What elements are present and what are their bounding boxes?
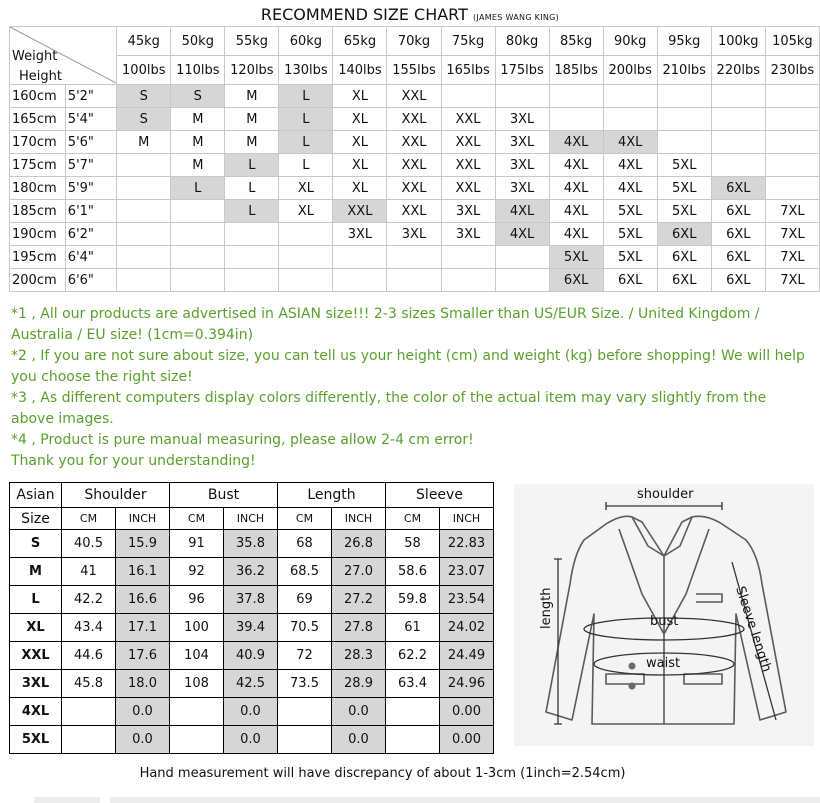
weight-lbs-header: 130lbs [279, 56, 333, 85]
size-cell: 4XL [549, 131, 603, 154]
weight-lbs-header: 165lbs [441, 56, 495, 85]
height-ft: 5'6" [65, 131, 116, 154]
size-cell: XL [279, 177, 333, 200]
size-cell: 5XL [549, 246, 603, 269]
weight-kg-header: 55kg [225, 27, 279, 56]
cm-value [62, 726, 116, 754]
cm-value: 42.2 [62, 586, 116, 614]
size-cell [387, 246, 441, 269]
size-cell: 6XL [657, 223, 711, 246]
cm-value: 63.4 [386, 670, 440, 698]
measurement-row [10, 586, 494, 614]
bottom-divider [34, 797, 100, 803]
size-cell [117, 200, 171, 223]
title-brand: (JAMES WANG KING) [473, 13, 560, 22]
size-cell [765, 131, 819, 154]
weight-lbs-header: 100lbs [117, 56, 171, 85]
size-cell [765, 154, 819, 177]
cm-value: 41 [62, 558, 116, 586]
cm-value: 58.6 [386, 558, 440, 586]
measurement-row [10, 698, 494, 726]
size-cell: 5XL [657, 154, 711, 177]
measurement-table [9, 482, 494, 754]
size-cell [711, 85, 765, 108]
size-cell [549, 85, 603, 108]
unit-cm-header: CM [170, 508, 224, 530]
weight-kg-header: 105kg [765, 27, 819, 56]
size-cell [333, 246, 387, 269]
size-cell: M [171, 108, 225, 131]
size-cell: 3XL [495, 131, 549, 154]
corner-height-label: Height [19, 69, 62, 84]
inch-value: 24.49 [440, 642, 494, 670]
size-cell: 3XL [495, 108, 549, 131]
weight-kg-header: 70kg [387, 27, 441, 56]
measurement-row [10, 530, 494, 558]
title-main: RECOMMEND SIZE CHART [260, 5, 468, 24]
size-cell [495, 269, 549, 292]
size-cell: XXL [441, 108, 495, 131]
size-recommendation-table [9, 26, 820, 292]
inch-value: 0.0 [224, 698, 278, 726]
size-row [10, 246, 820, 269]
size-cell: 6XL [711, 246, 765, 269]
notes-block [11, 304, 811, 472]
cm-value: 45.8 [62, 670, 116, 698]
size-cell: 6XL [603, 269, 657, 292]
weight-kg-header: 100kg [711, 27, 765, 56]
waist-label: waist [646, 656, 681, 671]
measurement-row [10, 726, 494, 754]
size-cell: XL [333, 154, 387, 177]
cm-value [386, 726, 440, 754]
size-row [10, 177, 820, 200]
unit-cm-header: CM [278, 508, 332, 530]
size-cell: 7XL [765, 200, 819, 223]
size-cell: L [279, 154, 333, 177]
inch-value: 23.54 [440, 586, 494, 614]
size-header: Size [10, 508, 62, 530]
size-cell: L [225, 177, 279, 200]
measure-group-header: Shoulder [62, 483, 170, 508]
cm-value [386, 698, 440, 726]
size-cell: XXL [441, 154, 495, 177]
size-cell: XL [333, 85, 387, 108]
inch-value: 17.6 [116, 642, 170, 670]
size-cell: 6XL [549, 269, 603, 292]
size-cell: M [225, 108, 279, 131]
size-cell [225, 246, 279, 269]
height-cm: 175cm [10, 154, 66, 177]
size-cell [225, 269, 279, 292]
cm-value: 96 [170, 586, 224, 614]
inch-value: 0.0 [224, 726, 278, 754]
inch-value: 28.9 [332, 670, 386, 698]
jacket-diagram [514, 484, 814, 746]
size-cell: 5XL [603, 246, 657, 269]
size-cell [225, 223, 279, 246]
height-cm: 200cm [10, 269, 66, 292]
size-cell: S [117, 85, 171, 108]
size-cell [603, 85, 657, 108]
inch-value: 18.0 [116, 670, 170, 698]
measure-group-header: Sleeve [386, 483, 494, 508]
cm-value [278, 726, 332, 754]
unit-inch-header: INCH [332, 508, 386, 530]
size-cell: M [117, 131, 171, 154]
size-cell: S [171, 85, 225, 108]
size-cell: XXL [387, 200, 441, 223]
cm-value: 68 [278, 530, 332, 558]
measurement-row [10, 642, 494, 670]
cm-value: 104 [170, 642, 224, 670]
height-ft: 5'4" [65, 108, 116, 131]
size-cell [711, 131, 765, 154]
measurement-unit-row [10, 508, 494, 530]
cm-value: 91 [170, 530, 224, 558]
size-cell [495, 85, 549, 108]
weight-lbs-header: 230lbs [765, 56, 819, 85]
cm-value: 61 [386, 614, 440, 642]
size-row [10, 131, 820, 154]
size-label: L [10, 586, 62, 614]
size-cell: 4XL [549, 223, 603, 246]
size-cell: S [117, 108, 171, 131]
size-cell: M [171, 131, 225, 154]
weight-lbs-header: 185lbs [549, 56, 603, 85]
size-cell [117, 223, 171, 246]
height-cm: 185cm [10, 200, 66, 223]
size-cell: 3XL [441, 200, 495, 223]
cm-value: 44.6 [62, 642, 116, 670]
cm-value: 43.4 [62, 614, 116, 642]
size-cell: XXL [441, 131, 495, 154]
cm-value: 40.5 [62, 530, 116, 558]
weight-kg-header: 80kg [495, 27, 549, 56]
size-cell: 5XL [657, 177, 711, 200]
cm-value: 73.5 [278, 670, 332, 698]
measurement-row [10, 614, 494, 642]
unit-cm-header: CM [62, 508, 116, 530]
size-cell: 4XL [603, 131, 657, 154]
size-cell [117, 269, 171, 292]
height-ft: 6'2" [65, 223, 116, 246]
size-cell [657, 85, 711, 108]
inch-value: 0.0 [332, 726, 386, 754]
size-cell: 7XL [765, 246, 819, 269]
height-cm: 190cm [10, 223, 66, 246]
inch-value: 16.1 [116, 558, 170, 586]
size-row [10, 85, 820, 108]
size-cell: L [279, 131, 333, 154]
inch-value: 28.3 [332, 642, 386, 670]
inch-value: 27.2 [332, 586, 386, 614]
weight-kg-header: 85kg [549, 27, 603, 56]
size-cell: 7XL [765, 223, 819, 246]
measurement-header-row [10, 483, 494, 508]
weight-kg-header: 90kg [603, 27, 657, 56]
size-cell [171, 223, 225, 246]
size-cell: L [171, 177, 225, 200]
unit-cm-header: CM [386, 508, 440, 530]
size-cell: 4XL [603, 177, 657, 200]
size-cell [603, 108, 657, 131]
size-cell [549, 108, 603, 131]
button-icon [629, 683, 636, 690]
weight-lbs-header: 220lbs [711, 56, 765, 85]
footer-note: Hand measurement will have discrepancy of about 1-3cm (1inch=2.54cm) [139, 766, 626, 781]
corner-weight-label: Weight [12, 49, 58, 64]
size-cell [765, 108, 819, 131]
size-cell [117, 154, 171, 177]
size-row [10, 223, 820, 246]
size-cell: 4XL [495, 200, 549, 223]
size-row [10, 200, 820, 223]
size-cell [117, 177, 171, 200]
inch-value: 27.8 [332, 614, 386, 642]
size-cell [387, 269, 441, 292]
size-cell [711, 108, 765, 131]
size-cell: L [225, 200, 279, 223]
height-ft: 5'7" [65, 154, 116, 177]
button-icon [629, 663, 636, 670]
size-cell: 3XL [333, 223, 387, 246]
cm-value: 100 [170, 614, 224, 642]
cm-value: 108 [170, 670, 224, 698]
inch-value: 35.8 [224, 530, 278, 558]
size-cell: 5XL [603, 200, 657, 223]
size-cell: 6XL [711, 200, 765, 223]
note-line: *2 , If you are not sure about size, you can tell us your height (cm) and weight (kg) before shopping! We will help you choose the right size! [11, 348, 805, 385]
inch-value: 0.00 [440, 698, 494, 726]
cm-value: 68.5 [278, 558, 332, 586]
size-cell: 6XL [711, 223, 765, 246]
size-cell: 3XL [495, 154, 549, 177]
size-cell [279, 223, 333, 246]
size-cell: 4XL [495, 223, 549, 246]
size-cell: 5XL [603, 223, 657, 246]
inch-value: 26.8 [332, 530, 386, 558]
weight-lbs-header: 110lbs [171, 56, 225, 85]
height-ft: 5'2" [65, 85, 116, 108]
note-line: *1 , All our products are advertised in ASIAN size!!! 2-3 sizes Smaller than US/EUR Size. / United Kingdom / Australia / EU size! (1cm=0.394in) [11, 306, 760, 343]
weight-lbs-header: 210lbs [657, 56, 711, 85]
size-cell: 6XL [657, 269, 711, 292]
cm-value: 92 [170, 558, 224, 586]
size-cell [117, 246, 171, 269]
measurement-row [10, 558, 494, 586]
cm-value: 58 [386, 530, 440, 558]
size-cell: M [171, 154, 225, 177]
inch-value: 0.0 [116, 698, 170, 726]
size-cell: M [225, 85, 279, 108]
size-cell: 6XL [711, 177, 765, 200]
size-cell: XXL [387, 154, 441, 177]
size-label: XXL [10, 642, 62, 670]
size-cell: 7XL [765, 269, 819, 292]
inch-value: 39.4 [224, 614, 278, 642]
cm-value [62, 698, 116, 726]
weight-kg-header: 75kg [441, 27, 495, 56]
inch-value: 36.2 [224, 558, 278, 586]
size-label: 5XL [10, 726, 62, 754]
size-cell [495, 246, 549, 269]
unit-inch-header: INCH [116, 508, 170, 530]
sleeve-length-label: Sleeve length [732, 584, 775, 674]
size-cell: XXL [333, 200, 387, 223]
size-cell [171, 200, 225, 223]
weight-lbs-header: 200lbs [603, 56, 657, 85]
cm-value [278, 698, 332, 726]
size-cell: 6XL [711, 269, 765, 292]
size-cell: L [279, 85, 333, 108]
note-line: Thank you for your understanding! [11, 453, 256, 469]
inch-value: 16.6 [116, 586, 170, 614]
size-cell [657, 108, 711, 131]
size-cell [279, 269, 333, 292]
weight-lbs-header: 175lbs [495, 56, 549, 85]
size-cell: XL [333, 177, 387, 200]
weight-lbs-header: 155lbs [387, 56, 441, 85]
inch-value: 22.83 [440, 530, 494, 558]
size-label: XL [10, 614, 62, 642]
measure-group-header: Length [278, 483, 386, 508]
note-line: *3 , As different computers display colors differently, the color of the actual item may vary slightly from the above images. [11, 390, 767, 427]
length-label: length [539, 587, 554, 629]
size-cell [333, 269, 387, 292]
size-cell: 3XL [387, 223, 441, 246]
size-cell: 4XL [549, 200, 603, 223]
height-ft: 6'1" [65, 200, 116, 223]
weight-kg-header: 60kg [279, 27, 333, 56]
inch-value: 42.5 [224, 670, 278, 698]
size-cell: XL [333, 131, 387, 154]
measure-group-header: Bust [170, 483, 278, 508]
size-label: 3XL [10, 670, 62, 698]
height-cm: 160cm [10, 85, 66, 108]
cm-value [170, 726, 224, 754]
size-cell: XXL [387, 85, 441, 108]
cm-value: 70.5 [278, 614, 332, 642]
size-cell [765, 85, 819, 108]
inch-value: 0.00 [440, 726, 494, 754]
height-ft: 6'4" [65, 246, 116, 269]
size-row [10, 108, 820, 131]
bust-label: bust [650, 614, 679, 629]
height-cm: 165cm [10, 108, 66, 131]
size-cell: 4XL [549, 154, 603, 177]
height-cm: 195cm [10, 246, 66, 269]
size-cell: XXL [387, 177, 441, 200]
inch-value: 0.0 [332, 698, 386, 726]
size-cell [171, 246, 225, 269]
size-cell: XXL [387, 131, 441, 154]
height-cm: 180cm [10, 177, 66, 200]
size-cell: XL [333, 108, 387, 131]
cm-value [170, 698, 224, 726]
size-cell [441, 269, 495, 292]
weight-kg-header: 95kg [657, 27, 711, 56]
size-cell: 5XL [657, 200, 711, 223]
bottom-divider [110, 797, 820, 803]
size-cell: 3XL [441, 223, 495, 246]
size-cell [711, 154, 765, 177]
size-cell: 4XL [549, 177, 603, 200]
height-ft: 5'9" [65, 177, 116, 200]
size-cell: 3XL [495, 177, 549, 200]
unit-inch-header: INCH [440, 508, 494, 530]
size-cell: 6XL [657, 246, 711, 269]
size-cell: L [225, 154, 279, 177]
height-cm: 170cm [10, 131, 66, 154]
size-cell: 4XL [603, 154, 657, 177]
size-cell: XXL [441, 177, 495, 200]
size-row [10, 154, 820, 177]
size-cell [657, 131, 711, 154]
note-line: *4 , Product is pure manual measuring, please allow 2-4 cm error! [11, 432, 474, 448]
weight-lbs-header: 140lbs [333, 56, 387, 85]
inch-value: 24.96 [440, 670, 494, 698]
size-cell [765, 177, 819, 200]
weight-kg-header: 45kg [117, 27, 171, 56]
measurement-row [10, 670, 494, 698]
size-cell: XL [279, 200, 333, 223]
inch-value: 0.0 [116, 726, 170, 754]
size-label: 4XL [10, 698, 62, 726]
size-cell: XXL [387, 108, 441, 131]
inch-value: 40.9 [224, 642, 278, 670]
asian-header: Asian [10, 483, 62, 508]
cm-value: 72 [278, 642, 332, 670]
size-cell: M [225, 131, 279, 154]
size-label: M [10, 558, 62, 586]
cm-value: 62.2 [386, 642, 440, 670]
cm-value: 69 [278, 586, 332, 614]
inch-value: 24.02 [440, 614, 494, 642]
weight-kg-header: 65kg [333, 27, 387, 56]
weight-height-corner [10, 27, 117, 85]
size-cell [171, 269, 225, 292]
inch-value: 27.0 [332, 558, 386, 586]
size-cell [279, 246, 333, 269]
size-cell [441, 85, 495, 108]
size-cell [441, 246, 495, 269]
unit-inch-header: INCH [224, 508, 278, 530]
inch-value: 37.8 [224, 586, 278, 614]
inch-value: 15.9 [116, 530, 170, 558]
inch-value: 23.07 [440, 558, 494, 586]
weight-lbs-header: 120lbs [225, 56, 279, 85]
inch-value: 17.1 [116, 614, 170, 642]
cm-value: 59.8 [386, 586, 440, 614]
size-row [10, 269, 820, 292]
weight-kg-header: 50kg [171, 27, 225, 56]
shoulder-label: shoulder [637, 487, 694, 502]
size-label: S [10, 530, 62, 558]
height-ft: 6'6" [65, 269, 116, 292]
size-cell: L [279, 108, 333, 131]
